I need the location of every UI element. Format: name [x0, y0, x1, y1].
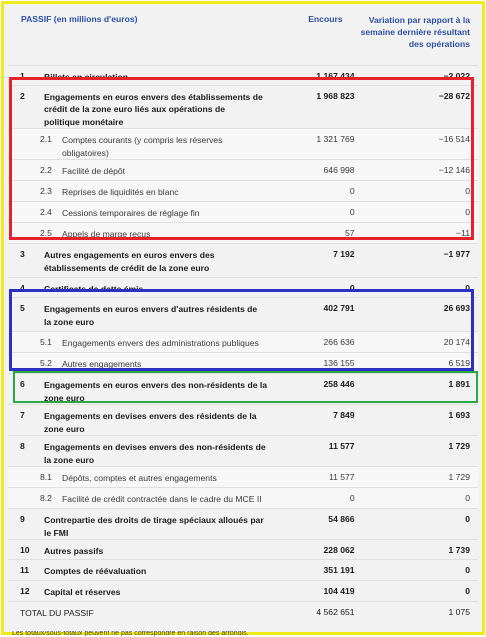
- row-label-cell: [8, 405, 274, 436]
- row-encours: 57: [345, 228, 355, 238]
- row-label-cell: [8, 65, 274, 85]
- table-row: [8, 374, 478, 405]
- header-variation: Variation par rapport à la semaine dernière résultant des opérations: [360, 15, 470, 49]
- row-label: Dépôts, comptes et autres engagements: [62, 473, 217, 483]
- row-label: Appels de marge reçus: [62, 229, 151, 239]
- row-label: TOTAL DU PASSIF: [20, 608, 94, 618]
- row-number: 3: [20, 249, 25, 259]
- row-label: Comptes de réévaluation: [44, 566, 147, 576]
- table-row: [8, 332, 478, 353]
- row-encours: 7 192: [333, 249, 355, 259]
- row-variation: −11: [456, 228, 470, 238]
- row-number: 8.1: [40, 472, 52, 482]
- row-encours: 646 998: [323, 165, 355, 175]
- row-number: 2.4: [40, 207, 52, 217]
- row-label-cell: [8, 509, 274, 540]
- row-label-cell: [8, 202, 274, 223]
- row-variation: 0: [465, 565, 470, 575]
- row-label: Autres engagements en euros envers des établissements de crédit de la zone euro: [44, 250, 215, 273]
- row-label-cell: [8, 160, 274, 181]
- table-row: [8, 353, 478, 374]
- row-label-cell: [8, 436, 274, 467]
- row-variation: 6 519: [448, 358, 470, 368]
- row-encours: 4 562 651: [316, 607, 355, 617]
- row-number: 9: [20, 514, 25, 524]
- row-label-cell: [8, 353, 274, 374]
- row-variation: −16 514: [438, 134, 470, 144]
- table-row: [8, 560, 478, 581]
- table-row: [8, 244, 478, 278]
- row-number: 2: [20, 90, 25, 101]
- row-label-cell: [8, 581, 274, 602]
- row-encours: 0: [349, 283, 355, 293]
- table-row: [8, 85, 478, 129]
- table-row: [8, 278, 478, 298]
- row-variation: 26 693: [443, 303, 470, 313]
- row-label-cell: [8, 602, 274, 626]
- row-label-cell: [8, 488, 274, 509]
- row-variation: 0: [465, 186, 470, 196]
- header-encours: Encours: [308, 14, 343, 24]
- header-label: PASSIF (en millions d'euros): [21, 14, 138, 24]
- row-label: Autres engagements: [62, 359, 142, 369]
- row-label-cell: [8, 129, 274, 160]
- table-row: [8, 202, 478, 223]
- row-number: 8: [20, 441, 25, 451]
- row-number: 12: [20, 586, 30, 596]
- balance-sheet-table: [8, 8, 478, 626]
- row-label: Capital et réserves: [44, 587, 121, 597]
- row-label-cell: [8, 85, 274, 129]
- row-variation: 1 739: [448, 545, 470, 555]
- row-number: 5: [20, 303, 25, 313]
- row-number: 11: [20, 565, 30, 575]
- row-encours: 7 849: [333, 410, 355, 420]
- row-variation: 20 174: [443, 337, 470, 347]
- row-label-cell: [8, 467, 274, 488]
- row-number: 5.2: [40, 358, 52, 368]
- footer-note: Les totaux/sous-totaux peuvent ne pas correspondre en raison des arrondis.: [12, 631, 249, 637]
- table-row: [8, 581, 478, 602]
- table-row: [8, 160, 478, 181]
- row-label: Billets en circulation: [44, 71, 129, 82]
- row-label: Engagements en devises envers des résidents de la zone euro: [44, 411, 257, 434]
- row-label: Engagements en devises envers des non-résidents de la zone euro: [44, 442, 266, 465]
- row-label-cell: [8, 560, 274, 581]
- table-row: [8, 65, 478, 85]
- row-encours: 402 791: [323, 303, 355, 313]
- row-encours: 258 446: [323, 379, 355, 389]
- row-label: Contrepartie des droits de tirage spéciaux alloués par le FMI: [44, 515, 264, 538]
- row-number: 7: [20, 410, 25, 420]
- row-encours: 0: [349, 207, 355, 217]
- row-label: Reprises de liquidités en blanc: [62, 187, 179, 197]
- row-encours: 1 167 434: [316, 70, 355, 81]
- row-label: Autres passifs: [44, 546, 104, 556]
- row-encours: 11 577: [328, 441, 355, 451]
- row-label-cell: [8, 332, 274, 353]
- row-encours: 266 636: [323, 337, 355, 347]
- table-row: [8, 540, 478, 560]
- row-label-cell: [8, 374, 274, 405]
- row-label-cell: [8, 181, 274, 202]
- row-encours: 104 419: [323, 586, 355, 596]
- row-number: 2.3: [40, 186, 52, 196]
- row-label: Facilité de crédit contractée dans le cadre du MCE II: [62, 494, 262, 504]
- table-header: [8, 8, 478, 65]
- table-row: [8, 405, 478, 436]
- row-variation: 1 693: [448, 410, 470, 420]
- row-variation: 0: [465, 283, 470, 293]
- row-variation: −12 146: [438, 165, 470, 175]
- row-encours: 11 577: [328, 472, 355, 482]
- row-label: Cessions temporaires de réglage fin: [62, 208, 200, 218]
- row-encours: 1 968 823: [316, 90, 355, 101]
- row-encours: 228 062: [323, 545, 355, 555]
- row-encours: 0: [349, 186, 355, 196]
- row-variation: 0: [465, 207, 470, 217]
- row-variation: 0: [465, 493, 470, 503]
- row-label-cell: [8, 540, 274, 560]
- row-number: 5.1: [40, 337, 52, 347]
- table-row: [8, 488, 478, 509]
- table-row: [8, 436, 478, 467]
- row-label: Comptes courants (y compris les réserves obligatoires): [62, 135, 223, 158]
- row-label: Engagements en euros envers des établissements de crédit de la zone euro liés aux opérations de politique monétaire: [44, 91, 263, 127]
- row-variation: −2 022: [443, 70, 470, 81]
- row-variation: 0: [465, 586, 470, 596]
- table-row: [8, 129, 478, 160]
- table-row: [8, 181, 478, 202]
- row-encours: 136 155: [323, 358, 355, 368]
- row-variation: 1 891: [448, 379, 470, 389]
- row-number: [8, 607, 20, 620]
- row-label: Engagements envers des administrations publiques: [62, 338, 259, 348]
- row-variation: 1 729: [448, 441, 470, 451]
- row-variation: −28 672: [438, 90, 470, 101]
- row-label: Certificats de dette émis: [44, 284, 144, 294]
- row-variation: −1 977: [443, 249, 470, 259]
- table-row: [8, 223, 478, 244]
- row-variation: 1 729: [448, 472, 470, 482]
- row-encours: 54 866: [328, 514, 355, 524]
- row-encours: 1 321 769: [316, 134, 355, 144]
- table-row: [8, 509, 478, 540]
- row-number: 10: [20, 545, 30, 555]
- table-row: [8, 467, 478, 488]
- row-label: Facilité de dépôt: [62, 166, 126, 176]
- row-encours: 351 191: [323, 565, 355, 575]
- row-label-cell: [8, 244, 274, 278]
- row-number: 6: [20, 379, 25, 389]
- row-label-cell: [8, 298, 274, 332]
- row-variation: 1 075: [448, 607, 470, 617]
- row-number: 1: [20, 70, 25, 81]
- row-number: 4: [20, 283, 25, 293]
- row-number: 2.2: [40, 165, 52, 175]
- row-number: 8.2: [40, 493, 52, 503]
- table-row: [8, 602, 478, 626]
- table-row: [8, 298, 478, 332]
- row-label: Engagements en euros envers d'autres résidents de la zone euro: [44, 304, 258, 327]
- row-variation: 0: [465, 514, 470, 524]
- row-encours: 0: [349, 493, 355, 503]
- row-label-cell: [8, 278, 274, 298]
- row-number: 2.5: [40, 228, 52, 238]
- row-label: Engagements en euros envers des non-résidents de la zone euro: [44, 380, 268, 403]
- row-number: 2.1: [40, 134, 52, 144]
- row-label-cell: [8, 223, 274, 244]
